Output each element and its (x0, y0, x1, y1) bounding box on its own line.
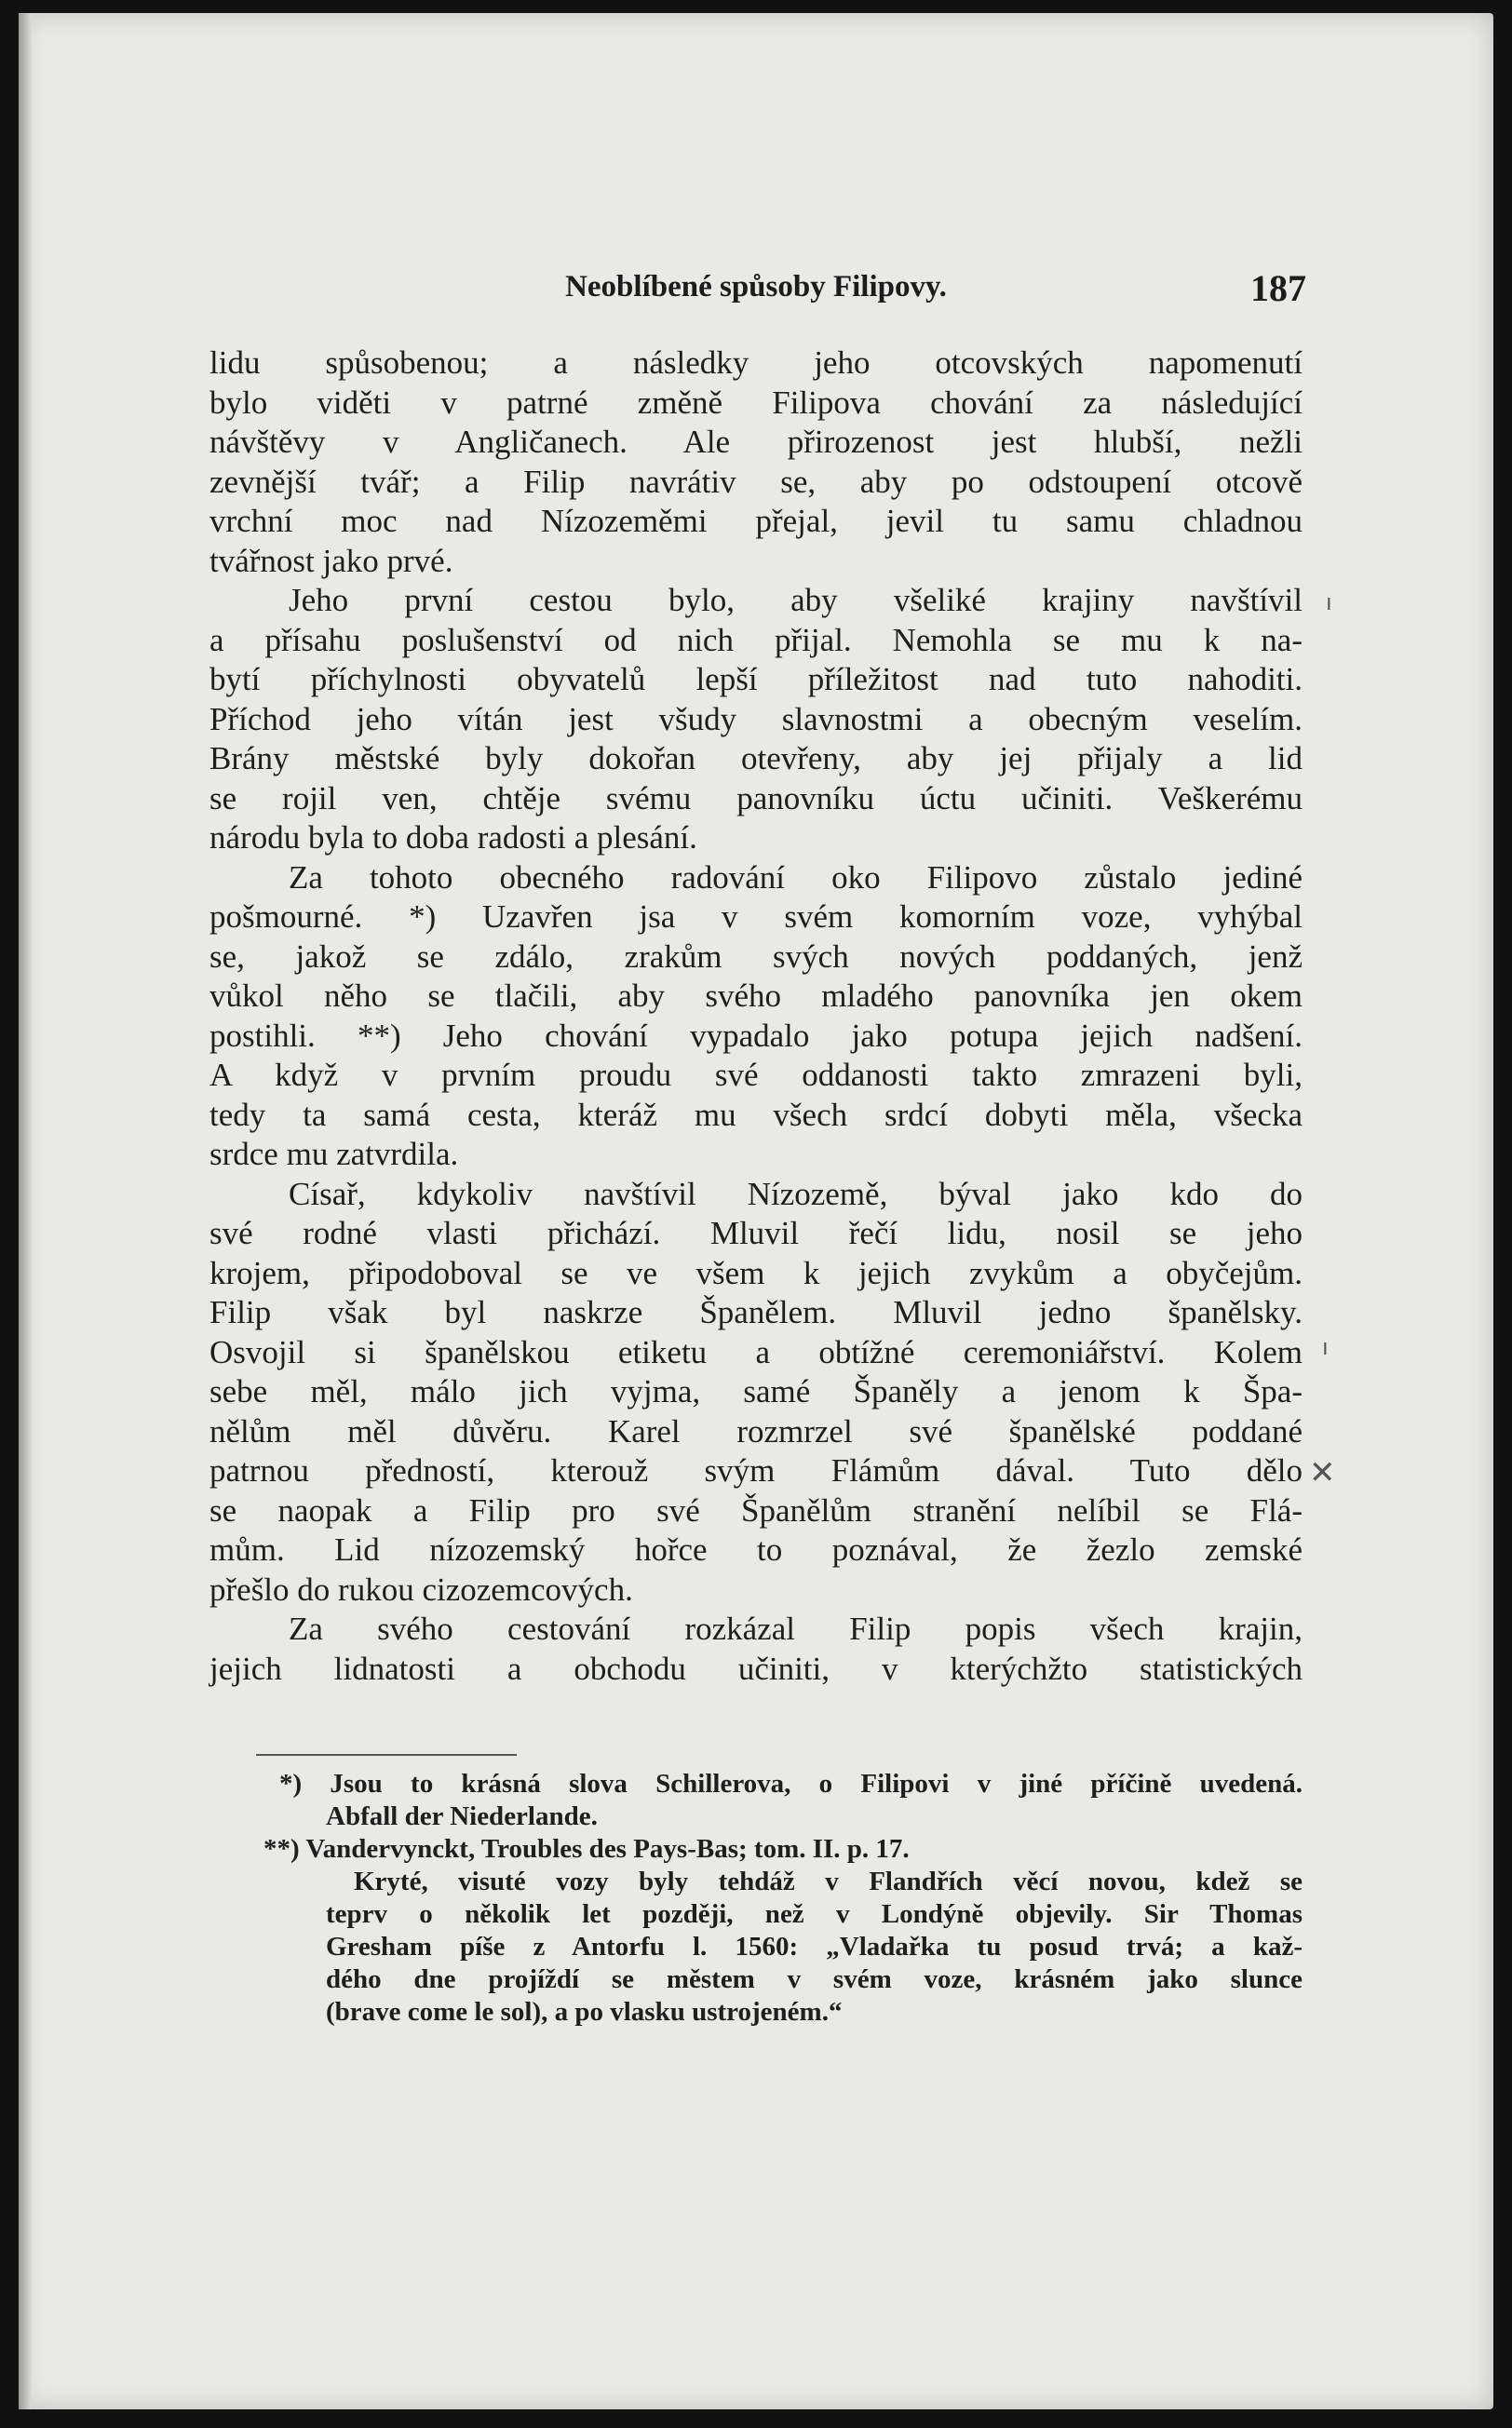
footnote-separator (256, 1754, 517, 1756)
book-page (19, 13, 1493, 2409)
text-line: bytí příchylnosti obyvatelů lepší příležitost nad tuto nahoditi. (209, 661, 1303, 697)
text-line: tedy ta samá cesta, kteráž mu všech srdcí dobyti měla, všecka (209, 1096, 1303, 1133)
text-line: sebe měl, málo jich vyjma, samé Španěly a jenom k Špa- (209, 1373, 1303, 1410)
text-line: návštěvy v Angličanech. Ale přirozenost jest hlubší, nežli (209, 424, 1303, 460)
footnote-line: teprv o několik let později, než v Londýně objevily. Sir Thomas (326, 1899, 1303, 1929)
text-line: bylo viděti v patrné změně Filipova chování za následující (209, 384, 1303, 421)
text-line: jejich lidnatosti a obchodu učiniti, v kterýchžto statistických (209, 1650, 1303, 1687)
footnote-line: dého dne projíždí se městem v svém voze, krásném jako slunce (326, 1964, 1303, 1994)
text-line: Za svého cestování rozkázal Filip popis všech krajin, (289, 1611, 1303, 1647)
text-line: se rojil ven, chtěje svému panovníku úctu učiniti. Veškerému (209, 779, 1303, 816)
text-line: srdce mu zatvrdila. (209, 1136, 459, 1172)
footnote-line: Abfall der Niederlande. (326, 1801, 598, 1831)
margin-tick-mark: ı (1326, 590, 1332, 615)
text-line: vůkol něho se tlačili, aby svého mladého panovníka jen okem (209, 978, 1303, 1014)
text-line: pošmourné. *) Uzavřen jsa v svém komorním voze, vyhýbal (209, 898, 1303, 935)
text-line: patrnou předností, kterouž svým Flámům dával. Tuto dělo (209, 1452, 1303, 1489)
text-line: Císař, kdykoliv navštívil Nízozemě, býval jako kdo do (289, 1175, 1303, 1212)
text-line: zevnější tvář; a Filip navrátiv se, aby po odstoupení otcově (209, 463, 1303, 500)
margin-x-mark: ✕ (1309, 1455, 1336, 1491)
text-line: lidu spůsobenou; a následky jeho otcovských napomenutí (209, 344, 1303, 381)
text-line: Filip však byl naskrze Španělem. Mluvil jedno španělsky. (209, 1294, 1303, 1330)
footnote-line: (brave come le sol), a po vlasku ustrojeném.“ (326, 1997, 843, 2027)
running-head-title: Neoblíbené spůsoby Filipovy. (565, 270, 947, 304)
text-line: postihli. **) Jeho chování vypadalo jako potupa jejich nadšení. (209, 1017, 1303, 1054)
text-line: své rodné vlasti přichází. Mluvil řečí lidu, nosil se jeho (209, 1215, 1303, 1251)
page-spine-shadow (19, 13, 32, 2409)
text-line: vrchní moc nad Nízozeměmi přejal, jevil tu samu chladnou (209, 503, 1303, 539)
text-line: mům. Lid nízozemský hořce to poznával, že žezlo zemské (209, 1531, 1303, 1568)
margin-tick-mark: ı (1322, 1335, 1329, 1360)
footnote-line: Kryté, visuté vozy byly tehdáž v Flandřích věcí novou, kdež se (354, 1867, 1303, 1896)
text-line: se naopak a Filip pro své Španělům stranění nelíbil se Flá- (209, 1491, 1303, 1529)
footnotes (209, 1768, 1303, 2029)
body-text (209, 344, 1303, 1689)
footnote-line: **) Vandervynckt, Troubles des Pays-Bas; tom. II. p. 17. (263, 1834, 910, 1864)
text-line: Brány městské byly dokořan otevřeny, aby jej přijaly a lid (209, 740, 1303, 776)
text-line: nělům měl důvěru. Karel rozmrzel své španělské poddané (209, 1412, 1303, 1450)
footnote-line: Gresham píše z Antorfu l. 1560: „Vladařka tu posud trvá; a kaž- (326, 1932, 1303, 1962)
text-line: Za tohoto obecného radování oko Filipovo zůstalo jediné (289, 858, 1303, 896)
running-head (209, 257, 1306, 313)
text-line: tvářnost jako prvé. (209, 542, 453, 579)
text-line: A když v prvním proudu své oddanosti takto zmrazeni byli, (209, 1057, 1303, 1093)
text-line: Jeho první cestou bylo, aby všeliké krajiny navštívil (289, 582, 1303, 618)
page-number: 187 (1250, 267, 1306, 309)
text-line: Osvojil si španělskou etiketu a obtížné ceremoniářství. Kolem (209, 1333, 1303, 1370)
text-line: krojem, připodoboval se ve všem k jejich zvykům a obyčejům. (209, 1254, 1303, 1291)
text-line: Příchod jeho vítán jest všudy slavnostmi a obecným veselím. (209, 700, 1303, 737)
text-line: národu byla to doba radosti a plesání. (209, 819, 697, 856)
text-line: přešlo do rukou cizozemcových. (209, 1571, 633, 1608)
footnote-line: *) Jsou to krásná slova Schillerova, o Filipovi v jiné příčině uvedená. (279, 1769, 1303, 1799)
text-line: se, jakož se zdálo, zrakům svých nových poddaných, jenž (209, 937, 1303, 975)
text-line: a přísahu poslušenství od nich přijal. Nemohla se mu k na- (209, 621, 1303, 658)
